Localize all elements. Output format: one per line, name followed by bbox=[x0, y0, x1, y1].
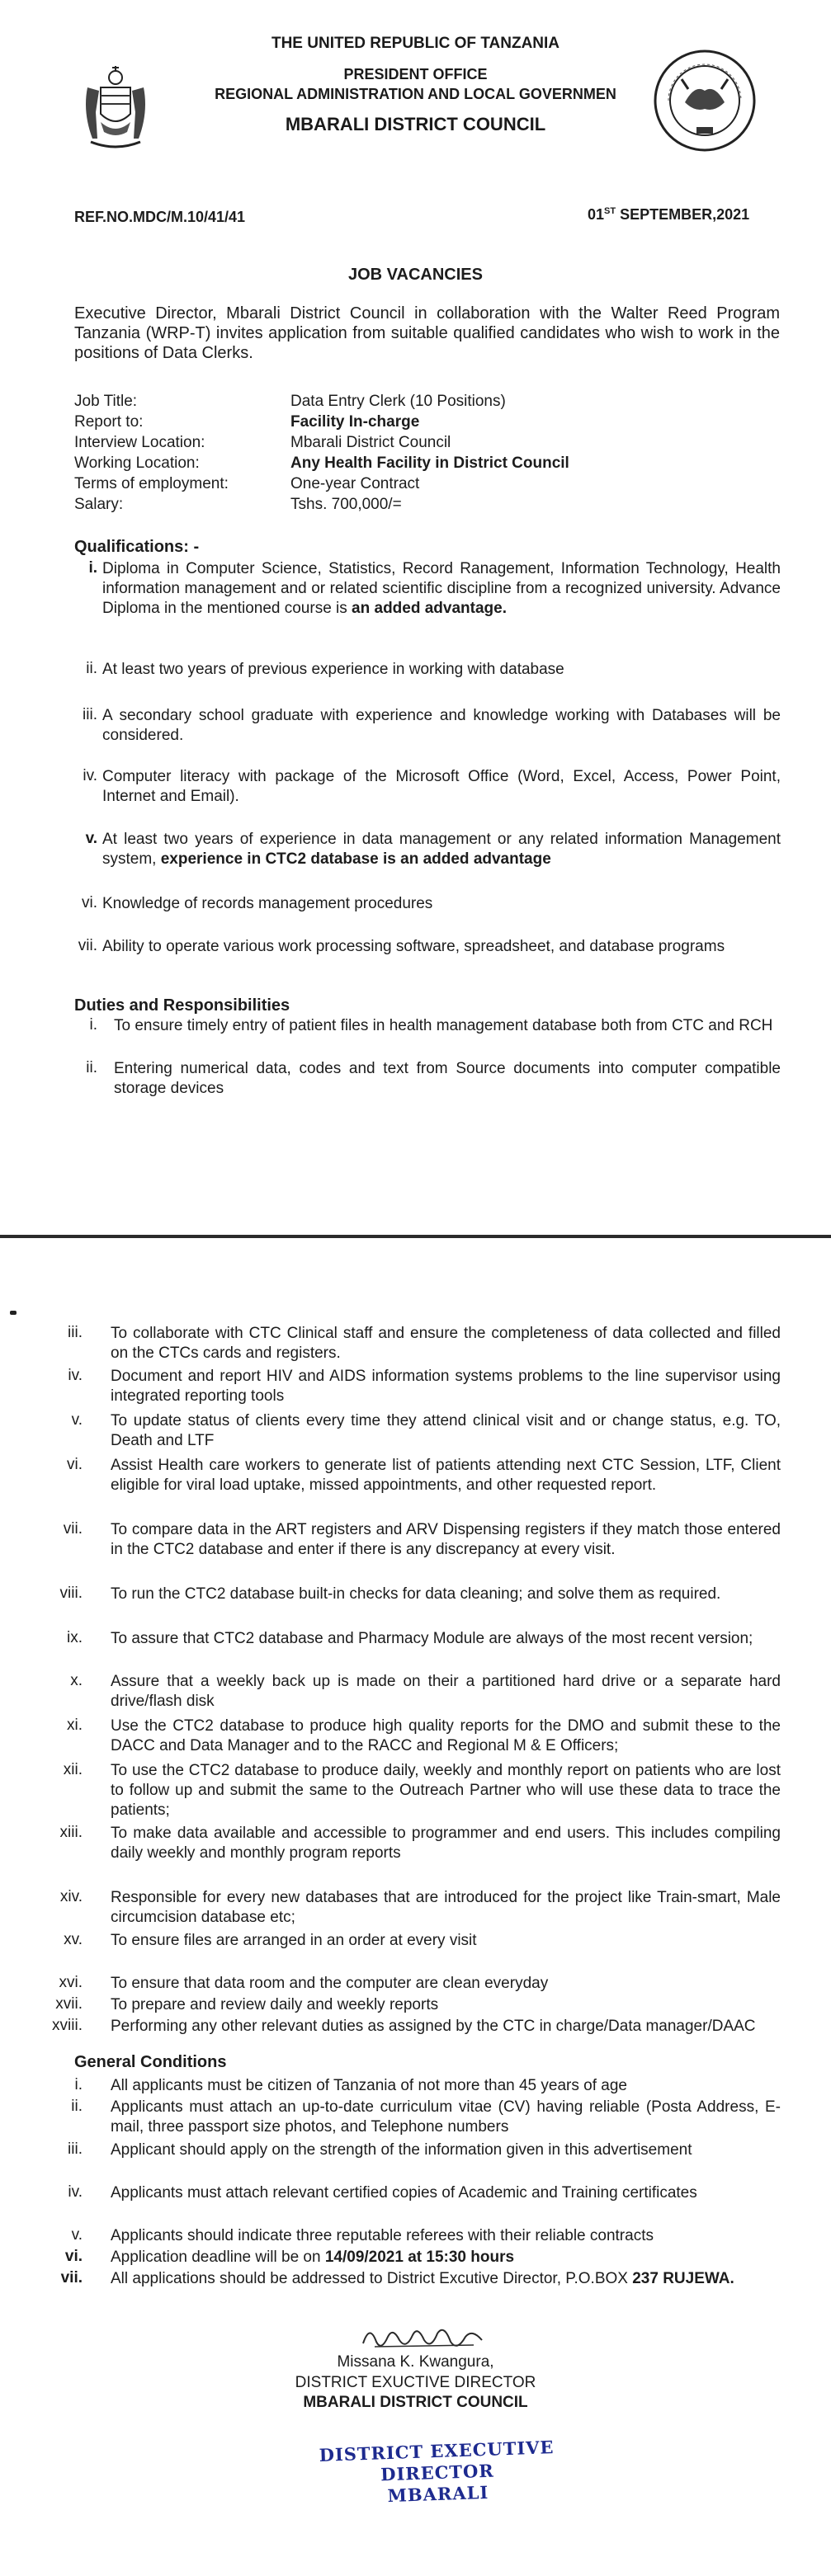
page-one bbox=[0, 0, 831, 1237]
condition-item: Applicants should indicate three reputable referees with their reliable contracts bbox=[111, 2227, 654, 2244]
job-detail-value: Data Entry Clerk (10 Positions) bbox=[290, 393, 506, 410]
duty-item: To ensure that data room and the computer are clean everyday bbox=[111, 1975, 549, 1992]
duty-number: iii. bbox=[68, 1324, 83, 1341]
job-detail-value: Tshs. 700,000/= bbox=[290, 496, 402, 513]
duty-item: To compare data in the ART registers and ARV Dispensing registers if they match those entered in the CTC2 database and enter if there is any discrepancy at every visit. bbox=[111, 1521, 781, 1558]
signatory-position: DISTRICT EXUCTIVE DIRECTOR bbox=[295, 2374, 536, 2391]
duty-item: To update status of clients every time they attend clinical visit and or change status, e.g. TO, Death and LTF bbox=[111, 1412, 781, 1449]
condition-number: iii. bbox=[68, 2140, 83, 2158]
condition-number: v. bbox=[71, 2226, 83, 2244]
condition-number: iv. bbox=[68, 2183, 83, 2201]
page-title: JOB VACANCIES bbox=[348, 266, 483, 284]
qualification-number: ii. bbox=[86, 660, 97, 677]
office-heading: PRESIDENT OFFICE bbox=[343, 66, 488, 82]
duty-item: Performing any other relevant duties as assigned by the CTC in charge/Data manager/DAAC bbox=[111, 2018, 756, 2035]
scan-mark bbox=[10, 1311, 17, 1315]
duty-number: ix. bbox=[67, 1629, 83, 1646]
official-stamp bbox=[263, 2435, 611, 2512]
duties-heading: Duties and Responsibilities bbox=[74, 996, 290, 1015]
condition-item: Applicant should apply on the strength of the information given in this advertisement bbox=[111, 2141, 692, 2159]
duty-number: vi. bbox=[67, 1456, 83, 1473]
condition-item: All applicants must be citizen of Tanzania of not more than 45 years of age bbox=[111, 2077, 627, 2094]
duty-number: xiii. bbox=[59, 1824, 83, 1841]
stamp-line-two: MBARALI bbox=[387, 2481, 489, 2507]
duty-number: v. bbox=[71, 1411, 83, 1429]
duty-number: xvii. bbox=[55, 1995, 83, 2013]
duty-number: xviii. bbox=[52, 2017, 83, 2034]
job-detail-row bbox=[74, 391, 569, 412]
page-two bbox=[0, 1240, 831, 2576]
duty-item: To collaborate with CTC Clinical staff and ensure the completeness of data collected and filled on the CTCs cards and registers. bbox=[111, 1325, 781, 1362]
qualification-item: Diploma in Computer Science, Statistics, Record Ranagement, Information Technology, Health information management and or related scientific discipline from a recognized university. Advance Diploma in the mentioned course is an added advantage. bbox=[102, 560, 781, 617]
job-detail-label: Report to: bbox=[74, 413, 144, 431]
duty-item: To assure that CTC2 database and Pharmacy Module are always of the most recent version; bbox=[111, 1630, 753, 1647]
qualification-item: At least two years of previous experience in working with database bbox=[102, 661, 564, 678]
duty-item: Use the CTC2 database to produce high quality reports for the DMO and submit these to the DACC and Data Manager and to the RACC and Regional M & E Officers; bbox=[111, 1717, 781, 1754]
qualification-number: v. bbox=[85, 830, 97, 847]
stamp-line-one: DISTRICT EXECUTIVE DIRECTOR bbox=[319, 2437, 555, 2485]
condition-number: vi. bbox=[64, 2248, 83, 2265]
job-detail-row bbox=[74, 453, 569, 473]
qualification-item: Computer literacy with package of the Microsoft Office (Word, Excel, Access, Power Point, Internet and Email). bbox=[102, 768, 781, 805]
duty-number: x. bbox=[70, 1672, 83, 1689]
job-detail-label: Working Location: bbox=[74, 454, 200, 472]
duty-number: ii. bbox=[86, 1059, 97, 1076]
duty-item: Document and report HIV and AIDS information systems problems to the line supervisor using integrated reporting tools bbox=[111, 1368, 781, 1405]
job-detail-row bbox=[74, 432, 569, 453]
duty-number: xiv. bbox=[59, 1888, 83, 1905]
job-detail-row bbox=[74, 412, 569, 432]
job-details-table bbox=[74, 391, 569, 515]
duty-item: Assist Health care workers to generate list of patients attending next CTC Session, LTF, Client eligible for viral load uptake, missed appointments, and other requested report. bbox=[111, 1457, 781, 1494]
handwritten-signature bbox=[358, 2319, 490, 2355]
qualification-number: vi. bbox=[82, 894, 97, 911]
condition-number: vii. bbox=[60, 2269, 83, 2286]
qualification-item: Ability to operate various work processing software, spreadsheet, and database programs bbox=[102, 938, 725, 955]
condition-item: Applicants must attach an up-to-date curriculum vitae (CV) having reliable (Posta Address, E-mail, three passport size photos, and Telephone numbers bbox=[111, 2098, 781, 2136]
job-detail-value: Any Health Facility in District Council bbox=[290, 454, 569, 472]
job-detail-value: Mbarali District Council bbox=[290, 434, 451, 451]
condition-item: Application deadline will be on 14/09/2021 at 15:30 hours bbox=[111, 2249, 515, 2266]
qualification-number: vii. bbox=[78, 937, 97, 954]
qualification-item: A secondary school graduate with experience and knowledge working with Databases will be considered. bbox=[102, 707, 781, 744]
duty-number: xi. bbox=[67, 1717, 83, 1734]
duty-item: To use the CTC2 database to produce daily, weekly and monthly report on patients who are lost to follow up and submit the same to the Outreach Partner who will use these data to trace the patients; bbox=[111, 1762, 781, 1819]
job-detail-label: Job Title: bbox=[74, 393, 138, 410]
condition-item: Applicants must attach relevant certified copies of Academic and Training certificates bbox=[111, 2184, 697, 2202]
condition-number: ii. bbox=[71, 2098, 83, 2115]
duty-item: Responsible for every new databases that are introduced for the project like Train-smart, Male circumcision database etc; bbox=[111, 1889, 781, 1926]
reference-number: REF.NO.MDC/M.10/41/41 bbox=[74, 209, 246, 225]
duty-item: Entering numerical data, codes and text from Source documents into computer compatible storage devices bbox=[114, 1060, 781, 1097]
signatory-name: Missana K. Kwangura, bbox=[337, 2353, 494, 2371]
duty-item: To prepare and review daily and weekly reports bbox=[111, 1996, 439, 2013]
duty-number: viii. bbox=[59, 1585, 83, 1602]
job-detail-label: Terms of employment: bbox=[74, 475, 229, 492]
ministry-heading: REGIONAL ADMINISTRATION AND LOCAL GOVERNMEN bbox=[215, 86, 616, 102]
job-detail-row bbox=[74, 473, 569, 494]
duty-number: iv. bbox=[68, 1367, 83, 1384]
job-detail-row bbox=[74, 494, 569, 515]
job-detail-label: Interview Location: bbox=[74, 434, 205, 451]
job-detail-value: Facility In-charge bbox=[290, 413, 420, 431]
qualification-item: At least two years of experience in data management or any related information Management system, experience in CTC2 database is an added advantage bbox=[102, 831, 781, 868]
page-divider bbox=[0, 1235, 831, 1238]
duty-number: xii. bbox=[63, 1761, 83, 1778]
job-detail-label: Salary: bbox=[74, 496, 124, 513]
duty-item: To run the CTC2 database built-in checks for data cleaning; and solve them as required. bbox=[111, 1585, 721, 1603]
qualifications-heading: Qualifications: - bbox=[74, 538, 200, 556]
condition-number: i. bbox=[74, 2076, 83, 2093]
qualification-number: iii. bbox=[83, 706, 97, 723]
signatory-council: MBARALI DISTRICT COUNCIL bbox=[303, 2394, 528, 2411]
duty-item: To ensure files are arranged in an order at every visit bbox=[111, 1932, 477, 1949]
letter-date: 01ST SEPTEMBER,2021 bbox=[588, 206, 750, 223]
duty-item: To make data available and accessible to programmer and end users. This includes compiling daily weekly and monthly program reports bbox=[111, 1825, 781, 1862]
condition-item: All applications should be addressed to District Excutive Director, P.O.BOX 237 RUJEWA. bbox=[111, 2270, 734, 2287]
qualification-number: iv. bbox=[83, 767, 97, 784]
intro-paragraph: Executive Director, Mbarali District Council in collaboration with the Walter Reed Program Tanzania (WRP-T) invites application from suitable qualified candidates who wish to work in the positions of Data Clerks. bbox=[74, 304, 780, 362]
council-heading: MBARALI DISTRICT COUNCIL bbox=[285, 114, 546, 134]
duty-number: xv. bbox=[64, 1931, 83, 1948]
job-detail-value: One-year Contract bbox=[290, 475, 420, 492]
duty-number: xvi. bbox=[59, 1974, 83, 1991]
duty-item: To ensure timely entry of patient files in health management database both from CTC and RCH bbox=[114, 1017, 773, 1034]
qualification-number: i. bbox=[88, 559, 97, 577]
country-heading: THE UNITED REPUBLIC OF TANZANIA bbox=[271, 35, 560, 52]
duty-item: Assure that a weekly back up is made on their a partitioned hard drive or a separate hard drive/flash disk bbox=[111, 1673, 781, 1710]
qualification-item: Knowledge of records management procedures bbox=[102, 895, 433, 912]
conditions-heading: General Conditions bbox=[74, 2053, 227, 2071]
duty-number: vii. bbox=[63, 1520, 83, 1538]
duty-number: i. bbox=[89, 1016, 97, 1034]
